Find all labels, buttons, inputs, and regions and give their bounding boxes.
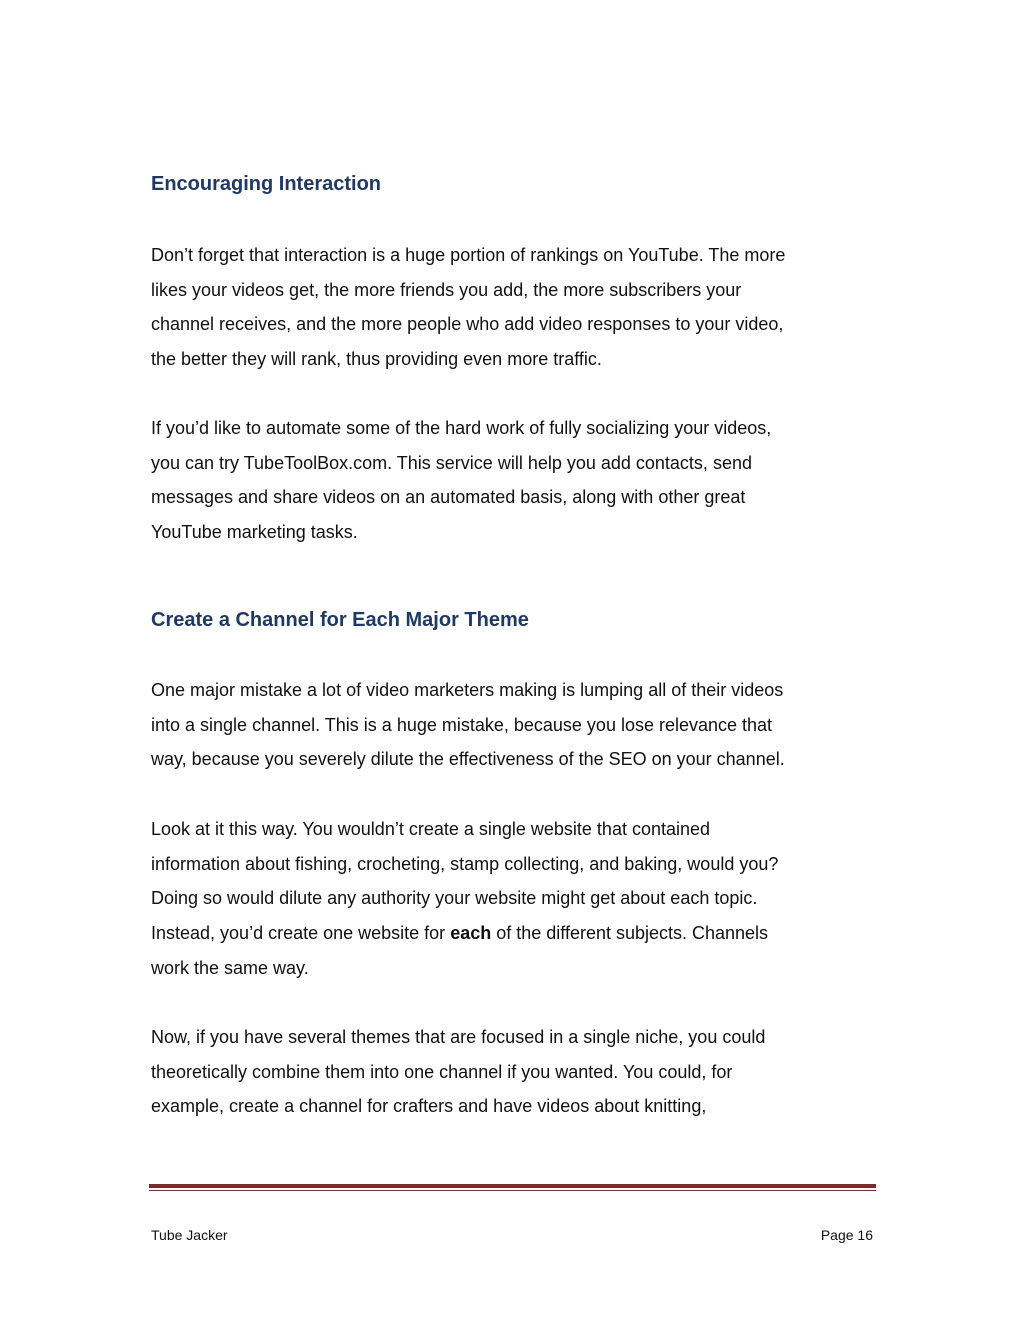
text-line: information about fishing, crocheting, stamp collecting, and baking, would you?	[151, 853, 779, 874]
section-heading-create-channel: Create a Channel for Each Major Theme	[151, 609, 529, 631]
text-line: the better they will rank, thus providing even more traffic.	[151, 349, 602, 370]
footer-divider-thin	[149, 1190, 876, 1191]
footer-divider-thick	[149, 1184, 876, 1188]
text-line: work the same way.	[151, 957, 309, 978]
text-line: One major mistake a lot of video marketers making is lumping all of their videos	[151, 680, 784, 700]
paragraph-look-at-it	[151, 812, 881, 986]
text-line: you can try TubeToolBox.com. This service will help you add contacts, send	[151, 452, 752, 473]
paragraph-automate-socializing	[151, 411, 881, 550]
text-run: Instead, you’d create one website for	[151, 923, 451, 944]
text-line: likes your videos get, the more friends you add, the more subscribers your	[151, 279, 742, 300]
text-line: messages and share videos on an automated basis, along with other great	[151, 487, 746, 508]
paragraph-major-mistake	[151, 673, 881, 777]
text-line: Now, if you have several themes that are focused in a single niche, you could	[151, 1027, 766, 1047]
text-line: channel receives, and the more people who add video responses to your video,	[151, 314, 784, 335]
text-line: theoretically combine them into one channel if you wanted. You could, for	[151, 1061, 733, 1082]
section-heading-encouraging-interaction: Encouraging Interaction	[151, 173, 382, 195]
text-line: Look at it this way. You wouldn’t create a single website that contained	[151, 819, 711, 839]
text-run: of the different subjects. Channels	[491, 923, 769, 944]
bold-emphasis: each	[450, 923, 492, 944]
text-line: into a single channel. This is a huge mistake, because you lose relevance that	[151, 714, 773, 735]
text-line: example, create a channel for crafters and have videos about knitting,	[151, 1096, 707, 1117]
text-line: If you’d like to automate some of the hard work of fully socializing your videos,	[151, 418, 772, 438]
text-line: Don’t forget that interaction is a huge portion of rankings on YouTube. The more	[151, 245, 786, 265]
paragraph-interaction-rankings	[151, 238, 881, 377]
footer-book-title: Tube Jacker	[151, 1227, 228, 1243]
paragraph-several-themes	[151, 1020, 881, 1124]
text-line-mixed	[151, 916, 881, 951]
footer-page-number: Page 16	[820, 1227, 873, 1243]
text-line: Doing so would dilute any authority your website might get about each topic.	[151, 888, 758, 909]
text-line: way, because you severely dilute the effectiveness of the SEO on your channel.	[151, 749, 785, 770]
text-line: YouTube marketing tasks.	[151, 522, 358, 543]
